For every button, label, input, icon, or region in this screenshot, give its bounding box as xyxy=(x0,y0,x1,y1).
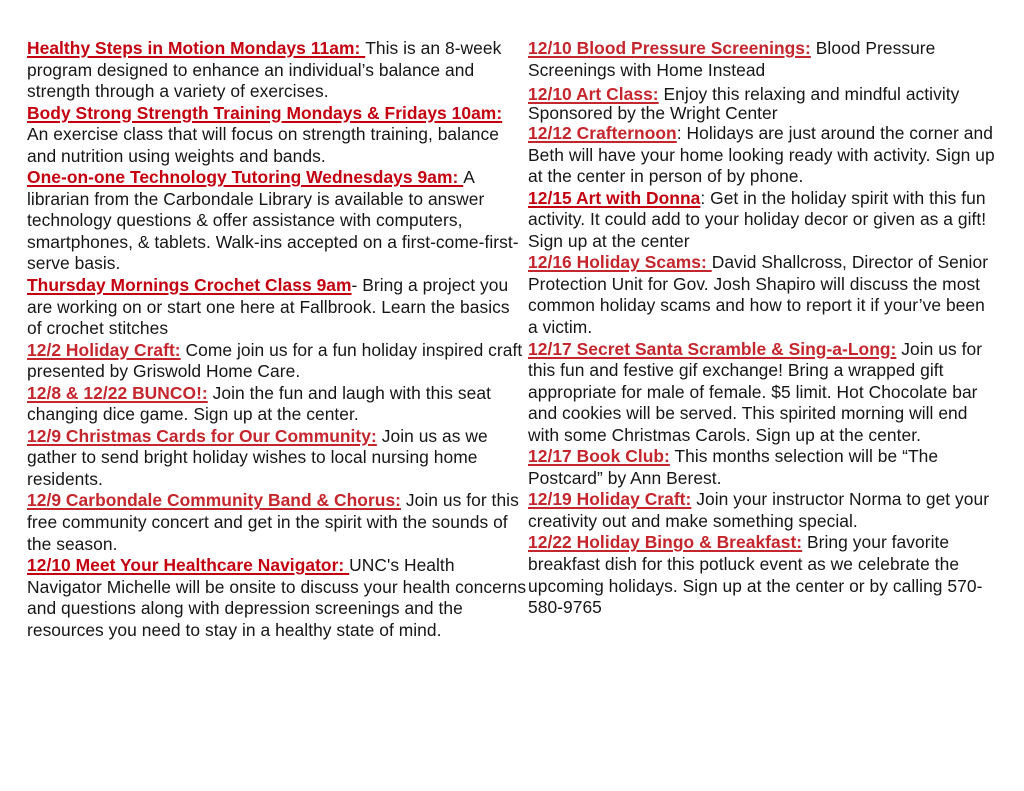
event-title[interactable]: 12/10 Meet Your Healthcare Navigator: xyxy=(27,555,350,576)
event-title[interactable]: 12/19 Holiday Craft: xyxy=(528,489,692,510)
event-title[interactable]: 12/8 & 12/22 BUNCO!: xyxy=(27,382,208,403)
event-description: : Get in the holiday spirit with this fun activity. It could add to your holiday decor or given as a gift! Sign up at the center xyxy=(528,187,987,251)
event-title[interactable]: Thursday Mornings Crochet Class 9am xyxy=(27,275,352,296)
event-description: This is an 8-week program designed to enhance an individual’s balance and strength through a variety of exercises. xyxy=(27,38,502,102)
event-description: Bring your favorite breakfast dish for this potluck event as we celebrate the upcoming holidays. Sign up at the center or by calling 570-580-9765 xyxy=(528,532,983,618)
event-title[interactable]: 12/17 Book Club: xyxy=(528,446,670,467)
event-title[interactable]: Body Strong Strength Training Mondays & Fridays 10am: xyxy=(27,102,503,123)
event-description: Come join us for a fun holiday inspired craft presented by Griswold Home Care. xyxy=(27,339,523,382)
event-entry-crafternoon xyxy=(528,123,998,188)
event-entry-holiday-scams xyxy=(528,252,998,338)
event-entry-secret-santa xyxy=(528,339,998,447)
right-column xyxy=(528,38,998,619)
event-description: An exercise class that will focus on strength training, balance and nutrition using weights and bands. xyxy=(27,124,499,166)
event-title[interactable]: 12/17 Secret Santa Scramble & Sing-a-Long: xyxy=(528,338,897,359)
event-description: Join the fun and laugh with this seat changing dice game. Sign up at the center. xyxy=(27,382,491,425)
event-description: UNC's Health Navigator Michelle will be onsite to discuss your health concerns and questions along with depression screenings and the resources you need to stay in a healthy state of mind. xyxy=(27,555,527,640)
event-title[interactable]: 12/10 Blood Pressure Screenings: xyxy=(528,38,811,58)
event-description: Join us for this fun and festive gif exchange! Bring a wrapped gift appropriate for male of female. $5 limit. Hot Chocolate bar and cookies will be served. This spirited morning will end with some Christmas Carols. Sign up at the center. xyxy=(528,338,983,445)
event-title[interactable]: 12/9 Carbondale Community Band & Chorus: xyxy=(27,490,402,511)
event-entry-holiday-craft-12-19 xyxy=(528,489,998,532)
left-column xyxy=(27,38,527,641)
event-title[interactable]: One-on-one Technology Tutoring Wednesdays 9am: xyxy=(27,167,464,188)
event-title[interactable]: 12/16 Holiday Scams: xyxy=(528,252,712,273)
event-entry-christmas-cards xyxy=(27,426,527,491)
event-entry-blood-pressure xyxy=(528,38,998,81)
event-entry-art-with-donna xyxy=(528,188,998,253)
event-description: : Holidays are just around the corner and Beth will have your home looking ready with activity. Sign up at the center in person of by phone. xyxy=(528,123,995,187)
event-title[interactable]: 12/22 Holiday Bingo & Breakfast: xyxy=(528,532,803,553)
event-description: Join us as we gather to send bright holiday wishes to local nursing home residents. xyxy=(27,425,488,489)
event-entry-bunco xyxy=(27,383,527,426)
event-title[interactable]: 12/15 Art with Donna xyxy=(528,187,701,208)
event-entry-healthcare-navigator xyxy=(27,555,527,641)
event-description: This months selection will be “The Postcard” by Ann Berest. xyxy=(528,446,939,488)
event-entry-book-club xyxy=(528,446,998,489)
event-title[interactable]: Healthy Steps in Motion Mondays 11am: xyxy=(27,38,366,58)
event-description: Enjoy this relaxing and mindful activity Sponsored by the Wright Center xyxy=(528,84,960,124)
event-entry-bingo-breakfast xyxy=(528,532,998,618)
event-entry-technology-tutoring xyxy=(27,167,527,275)
event-entry-holiday-craft-12-2 xyxy=(27,340,527,383)
event-description: Blood Pressure Screenings with Home Instead xyxy=(528,38,936,80)
event-entry-band-chorus xyxy=(27,490,527,555)
event-title[interactable]: 12/2 Holiday Craft: xyxy=(27,339,181,360)
event-title[interactable]: 12/12 Crafternoon xyxy=(528,123,677,144)
event-entry-art-class xyxy=(528,85,998,123)
event-description: Join us for this free community concert and get in the spirit with the sounds of the season. xyxy=(27,490,519,554)
event-title[interactable]: 12/9 Christmas Cards for Our Community: xyxy=(27,425,377,446)
event-description: - Bring a project you are working on or start one here at Fallbrook. Learn the basics of crochet stitches xyxy=(27,275,510,339)
event-title[interactable]: 12/10 Art Class: xyxy=(528,84,659,105)
event-entry-body-strong xyxy=(27,103,527,168)
event-entry-crochet-class xyxy=(27,275,527,340)
event-description: A librarian from the Carbondale Library is available to answer technology questions & offer assistance with computers, smartphones, & tablets. Walk-ins accepted on a first-come-first-serve basis. xyxy=(27,167,519,274)
event-entry-healthy-steps xyxy=(27,38,527,103)
event-description: David Shallcross, Director of Senior Protection Unit for Gov. Josh Shapiro will discuss the most common holiday scams and how to report it if your’ve been a victim. xyxy=(528,252,989,338)
event-description: Join your instructor Norma to get your creativity out and make something special. xyxy=(528,489,990,531)
